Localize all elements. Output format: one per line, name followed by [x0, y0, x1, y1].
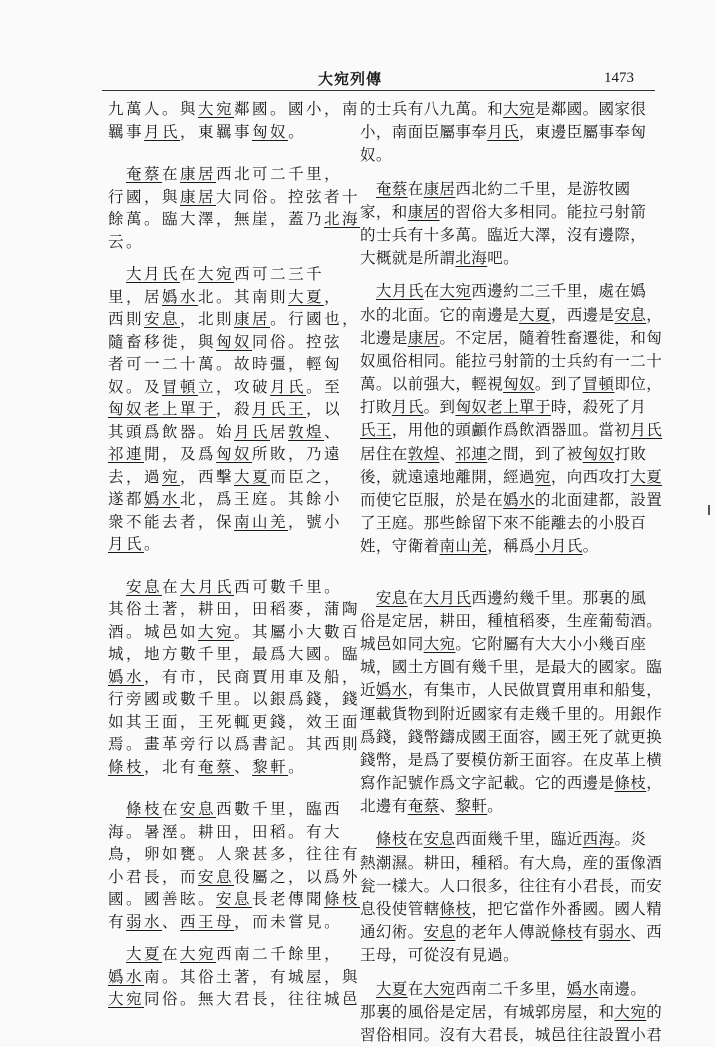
- text-line: 居住在敦煌、祁連之間，到了被匈奴打敗: [360, 444, 647, 463]
- text-line: 匈奴老上單于，殺月氏王，以: [108, 400, 343, 418]
- text-line: 北邊是康居。不定居，隨着牲畜遷徙，和匈: [360, 328, 663, 347]
- text-line: 酒。城邑如大宛。其屬小大數百: [108, 622, 361, 641]
- paragraph-gap: [108, 778, 332, 798]
- text-line: 通幻術。安息的老年人傳説條枝有弱水、西: [360, 923, 663, 942]
- text-line: 家，和康居的習俗大多相同。能拉弓射箭: [360, 202, 647, 221]
- text-line: 衆不能去者，保南山羌，號小: [108, 512, 343, 531]
- classical-text-column: [108, 98, 361, 1011]
- text-line: 大月氏在大宛西邊約二三千里，處在嬀: [375, 282, 647, 301]
- running-header-title: 大宛列傳: [318, 70, 383, 88]
- text-line: 嬀水，有市，民商賈用車及船，: [108, 667, 361, 686]
- text-line: 習俗相同。沒有大君長，城邑往往設置小君: [360, 1025, 663, 1044]
- paragraph-gap: [360, 559, 658, 587]
- header-rule: [102, 90, 655, 91]
- text-line: 遂都嬀水北，爲王庭。其餘小: [108, 490, 343, 508]
- translation-text-column: [360, 98, 663, 1047]
- text-line: 大概就是所謂北海吧。: [360, 249, 520, 268]
- text-line: 大月氏在大宛西可二三千: [126, 265, 325, 283]
- text-line: 俗是定居，耕田，種植稻麥，生産葡萄酒。: [360, 611, 663, 630]
- text-line: 小君長，而安息役屬之，以爲外: [108, 867, 361, 886]
- paragraph-gap: [108, 556, 332, 576]
- margin-mark: [708, 505, 710, 515]
- text-line: 如其王面，王死輒更錢，效王面: [108, 712, 361, 731]
- text-line: 奄蔡在康居西北約二千里，是游牧國: [375, 179, 631, 198]
- text-line: 而使它臣服，於是在嬀水的北面建都，設置: [360, 491, 663, 509]
- text-line: 條枝在安息西數千里，臨西: [126, 800, 343, 818]
- text-line: 氏王，用他的頭顱作爲飲酒器皿。當初月氏: [360, 421, 663, 440]
- text-line: 嬀水南。其俗土著，有城屋，與: [108, 967, 361, 986]
- text-line: 的士兵有八九萬。和大宛是鄰國。國家很: [360, 100, 647, 118]
- paragraph-gap: [360, 168, 658, 178]
- page-number: 1473: [604, 70, 634, 86]
- paragraph-gap: [360, 818, 658, 828]
- text-line: 大宛同俗。無大君長，往往城邑: [108, 990, 361, 1008]
- text-line: 水的北面。它的南邊是大夏，西邊是安息，: [360, 305, 663, 324]
- text-line: 餘萬。臨大澤，無崖，蓋乃北海: [108, 210, 361, 228]
- text-line: 月氏。: [108, 535, 163, 553]
- text-line: 其俗土著，耕田，田稻麥，蒲陶: [108, 600, 361, 618]
- text-line: 奴風俗相同。能拉弓射箭的士兵約有一二十: [360, 351, 663, 370]
- paragraph-gap: [360, 270, 658, 280]
- paragraph-gap: [360, 968, 658, 978]
- text-line: 行旁國或數千里。以銀爲錢，錢: [108, 690, 361, 708]
- text-line: 大夏在大宛西南二千多里，嬀水南邊。: [375, 979, 647, 998]
- text-line: 海。暑溼。耕田，田稻。有大: [108, 822, 343, 841]
- text-line: 城，國土方圓有幾千里，是最大的國家。臨: [360, 658, 663, 677]
- text-line: 隨畜移徙，與匈奴同俗。控弦: [108, 332, 343, 351]
- text-line: 了王庭。那些餘留下來不能離去的小股百: [360, 514, 647, 533]
- text-line: 打敗月氏。到匈奴老上單于時，殺死了月: [360, 398, 647, 417]
- text-line: 云。: [108, 232, 145, 251]
- text-line: 條枝在安息西面幾千里，臨近西海。炎: [375, 830, 647, 849]
- text-line: 羈事月氏，東羈事匈奴。: [108, 122, 307, 141]
- text-line: 寫作記號作爲文字記載。它的西邊是條枝，: [360, 774, 663, 793]
- paragraph-gap: [108, 143, 332, 163]
- text-line: 有弱水、西王母，而未嘗見。: [108, 912, 343, 931]
- paragraph-gap: [108, 933, 332, 943]
- text-line: 行國，與康居大同俗。控弦者十: [108, 187, 361, 206]
- text-line: 姓，守衛着南山羌，稱爲小月氏。: [360, 537, 599, 556]
- text-line: 奴。: [360, 146, 392, 165]
- text-line: 鳥，卵如甕。人衆甚多，往往有: [108, 845, 361, 863]
- text-line: 近嬀水，有集市，人民做買賣用車和船隻，: [360, 681, 663, 700]
- text-line: 城邑如同大宛。它附屬有大大小小幾百座: [360, 634, 647, 653]
- text-line: 焉。畫革旁行以爲書記。其西則: [108, 735, 361, 753]
- paragraph-gap: [108, 253, 332, 263]
- text-line: 西則安息，北則康居。行國也，: [108, 310, 361, 328]
- text-line: 大夏在大宛西南二千餘里，: [126, 945, 343, 963]
- text-line: 奄蔡在康居西北可二千里，: [126, 165, 343, 183]
- text-line: 條枝，北有奄蔡、黎軒。: [108, 757, 307, 776]
- text-line: 去，過宛，西擊大夏而臣之，: [108, 467, 343, 486]
- text-line: 的士兵有十多萬。臨近大澤，沒有邊際，: [360, 225, 647, 244]
- text-line: 九萬人。與大宛鄰國。國小，南: [108, 100, 361, 118]
- text-line: 安息在大月氏西邊約幾千里。那裏的風: [375, 588, 647, 607]
- text-line: 瓮一樣大。人口很多，往往有小君長，而安: [360, 876, 663, 895]
- text-line: 奴。及冒頓立，攻破月氏。至: [108, 377, 343, 396]
- text-line: 運載貨物到附近國家有走幾千里的。用銀作: [360, 704, 663, 723]
- text-line: 祁連閒，及爲匈奴所敗，乃遠: [108, 445, 343, 463]
- text-line: 其頭爲飲器。始月氏居敦煌、: [108, 422, 343, 441]
- text-line: 息役使管轄條枝，把它當作外番國。國人精: [360, 900, 663, 918]
- text-line: 萬。以前强大，輕視匈奴。到了冒頓即位，: [360, 375, 663, 394]
- text-line: 城，地方數千里，最爲大國。臨: [108, 645, 361, 663]
- text-line: 熱潮濕。耕田，種稻。有大鳥，産的蛋像酒: [360, 853, 663, 872]
- text-line: 國。國善眩。安息長老傳聞條枝: [108, 890, 361, 908]
- text-line: 安息在大月氏西可數千里。: [126, 577, 343, 596]
- text-line: 後，就遠遠地離開，經過宛，向西攻打大夏: [360, 467, 663, 486]
- text-line: 小，南面臣屬事奉月氏，東邊臣屬事奉匈: [360, 123, 647, 142]
- text-line: 王母，可從沒有見過。: [360, 946, 520, 965]
- text-line: 者可一二十萬。故時彊，輕匈: [108, 355, 343, 373]
- text-line: 錢幣，是爲了要模仿新王面容。在皮革上横: [360, 750, 663, 769]
- text-line: 北邊有奄蔡、黎軒。: [360, 797, 504, 816]
- text-line: 爲錢，錢幣鑄成國王面容，國王死了就更换: [360, 727, 663, 746]
- text-line: 那裏的風俗是定居，有城郭房屋，和大宛的: [360, 1002, 663, 1021]
- text-line: 里，居嬀水北。其南則大夏，: [108, 287, 343, 306]
